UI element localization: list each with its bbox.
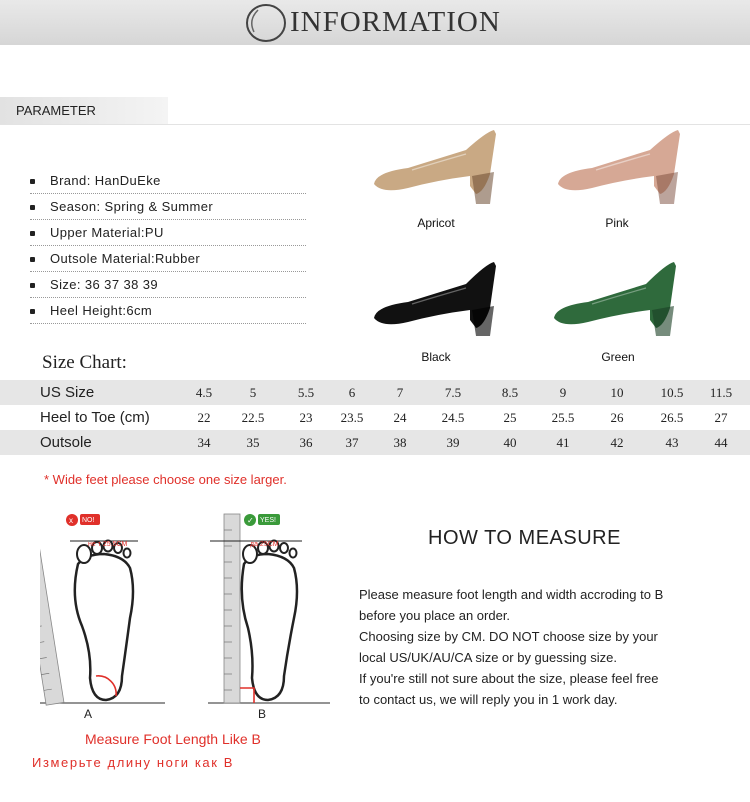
table-cell: 22.5 xyxy=(241,410,265,425)
spec-item-brand xyxy=(30,168,306,194)
table-cell: 39 xyxy=(446,435,460,450)
table-cell: 26 xyxy=(610,410,624,425)
shoe-label-black: Black xyxy=(421,350,451,364)
table-cell: 5 xyxy=(249,385,257,400)
parameter-tab xyxy=(0,97,168,125)
table-cell: 23 xyxy=(299,410,313,425)
bullet-icon xyxy=(30,179,35,184)
how-to-line: If you're still not sure about the size, please feel free xyxy=(359,671,659,686)
measure-caption-ru: Измерьте длину ноги как В xyxy=(32,755,235,770)
table-cell: 7 xyxy=(396,385,404,400)
table-cell: 24 xyxy=(393,410,407,425)
table-cell: 4.5 xyxy=(195,385,213,400)
shoe-label-green: Green xyxy=(601,350,635,364)
spec-text: Brand: HanDuEke xyxy=(50,173,161,188)
header-banner xyxy=(0,0,750,45)
row-label: US Size xyxy=(40,384,95,401)
table-cell: 35 xyxy=(246,435,260,450)
bullet-icon xyxy=(30,205,35,210)
table-cell: 34 xyxy=(197,435,211,450)
table-cell: 36 xyxy=(299,435,313,450)
how-to-text xyxy=(359,584,739,710)
table-cell: 5.5 xyxy=(297,385,315,400)
table-cell: 44 xyxy=(714,435,728,450)
how-to-title: HOW TO MEASURE xyxy=(428,527,621,549)
how-to-line: local US/UK/AU/CA size or by guessing size. xyxy=(359,650,617,665)
spec-text: Outsole Material:Rubber xyxy=(50,251,201,266)
row-label: Outsole xyxy=(40,434,92,451)
ruler-right xyxy=(224,514,240,703)
table-cell: 10 xyxy=(610,385,624,400)
shoe-black-image xyxy=(368,256,518,336)
table-cell: 42 xyxy=(610,435,624,450)
page-title: INFORMATION xyxy=(290,6,501,38)
how-to-line: to contact us, we will reply you in 1 work day. xyxy=(359,692,618,707)
ruler-left xyxy=(40,514,64,705)
ruler-text-right: да 25CM xyxy=(250,541,279,548)
spec-item-size xyxy=(30,272,306,298)
svg-text:✓: ✓ xyxy=(247,516,254,525)
size-table xyxy=(0,380,750,455)
shoe-green-image xyxy=(548,256,698,336)
table-cell: 24.5 xyxy=(441,410,465,425)
table-row xyxy=(0,430,750,455)
table-cell: 38 xyxy=(393,435,407,450)
measure-caption-en: Measure Foot Length Like B xyxy=(85,731,261,747)
spec-item-heel xyxy=(30,298,306,324)
table-cell: 10.5 xyxy=(660,385,684,400)
table-cell: 41 xyxy=(556,435,570,450)
table-cell: 25.5 xyxy=(551,410,575,425)
badge-yes: YES! xyxy=(260,517,276,524)
how-to-line: Choosing size by CM. DO NOT choose size by your xyxy=(359,629,658,644)
table-cell: 43 xyxy=(665,435,679,450)
size-note: * Wide feet please choose one size larger. xyxy=(44,472,287,487)
table-cell: 40 xyxy=(503,435,517,450)
spec-item-season xyxy=(30,194,306,220)
table-cell: 26.5 xyxy=(660,410,684,425)
spec-text: Upper Material:PU xyxy=(50,225,164,240)
svg-text:x: x xyxy=(69,516,73,525)
how-to-line: before you place an order. xyxy=(359,608,511,623)
ruler-text-left: не т 25.5CM xyxy=(88,541,128,548)
spec-item-upper xyxy=(30,220,306,246)
foot-measure-illustration xyxy=(40,508,330,718)
spec-item-outsole xyxy=(30,246,306,272)
table-cell: 27 xyxy=(714,410,728,425)
table-cell: 9 xyxy=(559,385,567,400)
shoe-label-pink: Pink xyxy=(605,216,629,230)
row-label: Heel to Toe (cm) xyxy=(40,409,150,426)
table-cell: 6 xyxy=(348,385,356,400)
shoe-label-apricot: Apricot xyxy=(417,216,455,230)
spec-text: Heel Height:6cm xyxy=(50,303,153,318)
shoe-apricot-image xyxy=(368,124,518,204)
spec-list xyxy=(30,168,306,324)
table-row xyxy=(0,405,750,430)
badge-no: NO! xyxy=(82,517,95,524)
letter-b: B xyxy=(258,707,267,718)
spec-text: Season: Spring & Summer xyxy=(50,199,214,214)
table-cell: 22 xyxy=(197,410,211,425)
size-chart-title: Size Chart: xyxy=(42,352,127,373)
parameter-tab-label: PARAMETER xyxy=(16,103,96,118)
table-cell: 23.5 xyxy=(340,410,364,425)
bullet-icon xyxy=(30,309,35,314)
shoe-pink-image xyxy=(552,124,702,204)
table-cell: 7.5 xyxy=(444,385,462,400)
bullet-icon xyxy=(30,231,35,236)
bullet-icon xyxy=(30,283,35,288)
how-to-line: Please measure foot length and width accroding to B xyxy=(359,587,664,602)
spec-text: Size: 36 37 38 39 xyxy=(50,277,158,292)
table-cell: 37 xyxy=(345,435,359,450)
circle-logo-icon xyxy=(244,2,288,44)
letter-a: A xyxy=(84,707,93,718)
table-cell: 25 xyxy=(503,410,517,425)
table-cell: 8.5 xyxy=(501,385,519,400)
bullet-icon xyxy=(30,257,35,262)
table-row xyxy=(0,380,750,405)
table-cell: 11.5 xyxy=(709,385,733,400)
